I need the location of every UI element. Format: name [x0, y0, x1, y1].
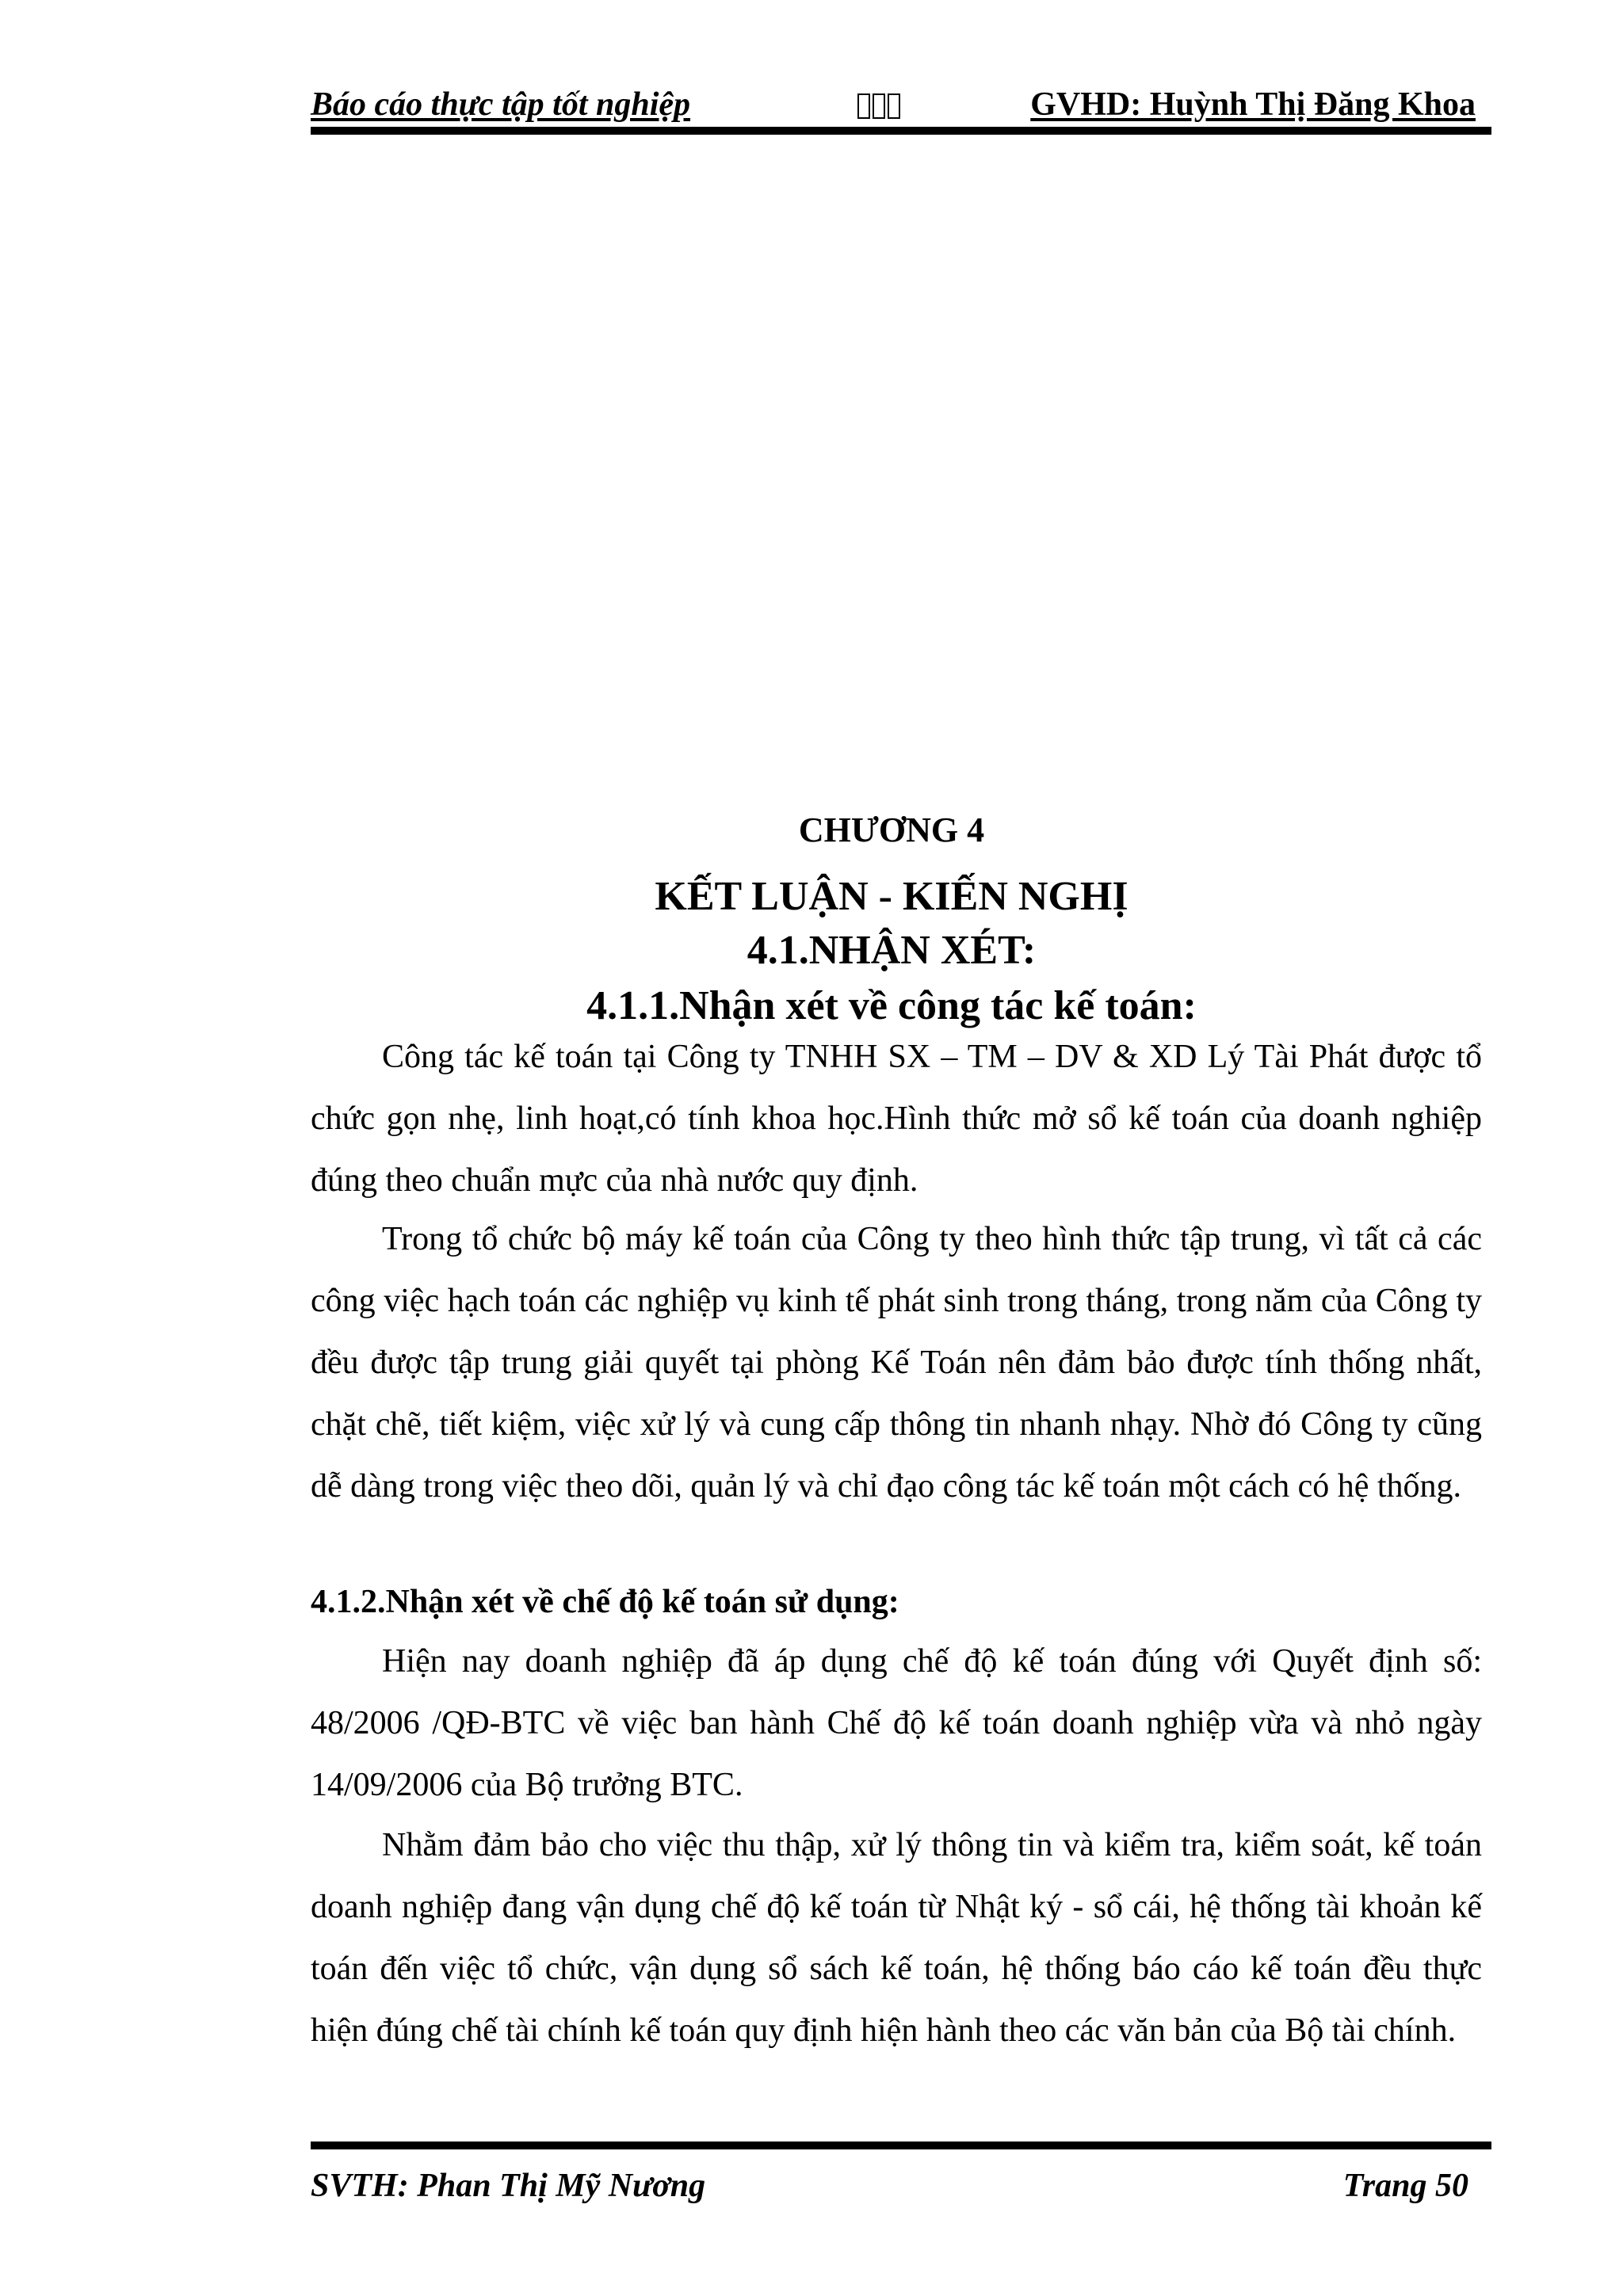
footer-divider [311, 2142, 1491, 2149]
paragraph-text: Công tác kế toán tại Công ty TNHH SX – TM – DV & XD Lý Tài Phát được tổ chức gọn nhẹ, linh hoạt,có tính khoa học.Hình thức mở sổ kế toán của doanh nghiệp đúng theo chuẩn mực của nhà nước quy định. [311, 1039, 1482, 1199]
body-paragraph-4 [311, 1814, 1482, 2061]
section-title: 4.1.NHẬN XÉT: [747, 928, 1037, 973]
chapter-title: KẾT LUẬN - KIẾN NGHỊ [655, 874, 1128, 919]
paragraph-text: Trong tổ chức bộ máy kế toán của Công ty theo hình thức tập trung, vì tất cả các công việc hạch toán các nghiệp vụ kinh tế phát sinh trong tháng, trong năm của Công ty đều được tập trung giải quyết tại phòng Kế Toán nên đảm bảo được tính thống nhất, chặt chẽ, tiết kiệm, việc xử lý và cung cấp thông tin nhanh nhạy. Nhờ đó Công ty cũng dễ dàng trong việc theo dõi, quản lý và chỉ đạo công tác kế toán một cách có hệ thống. [311, 1221, 1482, 1505]
subsection-title: 4.1.1.Nhận xét về công tác kế toán: [586, 983, 1197, 1028]
header-divider [311, 127, 1491, 135]
body-paragraph-3 [311, 1630, 1482, 1816]
body-paragraph-2 [311, 1208, 1482, 1517]
body-paragraph-1 [311, 1026, 1482, 1211]
footer-student: SVTH: Phan Thị Mỹ Nương [311, 2168, 706, 2204]
chapter-number: CHƯƠNG 4 [798, 810, 985, 849]
header-report-title: Báo cáo thực tập tốt nghiệp [311, 86, 691, 123]
subsection-heading-2: 4.1.2.Nhận xét về chế độ kế toán sử dụng: [311, 1584, 899, 1620]
paragraph-text: Nhằm đảm bảo cho việc thu thập, xử lý thông tin và kiểm tra, kiểm soát, kế toán doanh nghiệp đang vận dụng chế độ kế toán từ Nhật ký - sổ cái, hệ thống tài khoản kế toán đến việc tổ chức, vận dụng sổ sách kế toán, hệ thống báo cáo kế toán đều thực hiện đúng chế tài chính kế toán quy định hiện hành theo các văn bản của Bộ tài chính. [311, 1827, 1482, 2049]
header-decoration-icon [857, 89, 903, 120]
paragraph-text: Hiện nay doanh nghiệp đã áp dụng chế độ kế toán đúng với Quyết định số: 48/2006 /QĐ-BTC về việc ban hành Chế độ kế toán doanh nghiệp vừa và nhỏ ngày 14/09/2006 của Bộ trưởng BTC. [311, 1643, 1482, 1803]
footer-page-number: Trang 50 [1342, 2168, 1468, 2204]
header-supervisor: GVHD: Huỳnh Thị Đăng Khoa [1030, 86, 1476, 123]
